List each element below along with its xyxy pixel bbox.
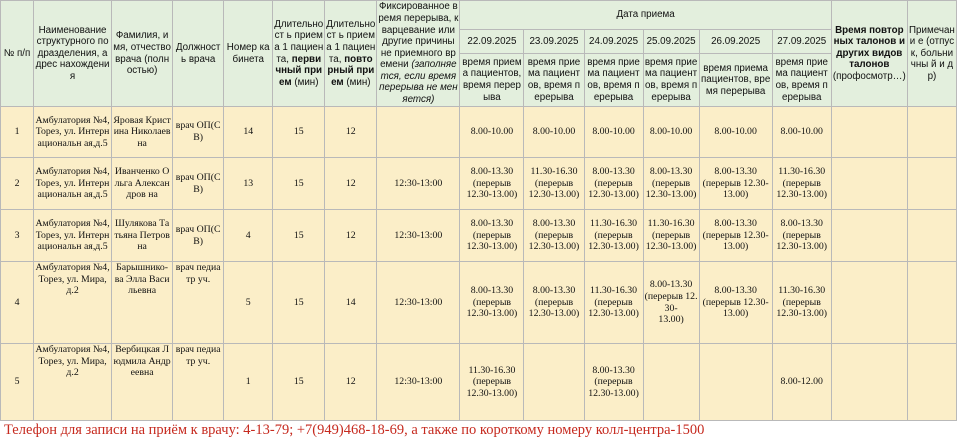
booking-phone-footer: Телефон для записи на приём к врачу: 4-13-79; +7(949)468-18-69, а также по короткому номеру колл-центра-1500	[4, 422, 705, 438]
row-day-2[interactable]: 11.30-16.30 (перерыв 12.30-13.00)	[524, 158, 584, 210]
row-day-5[interactable]: 8.00-13.30 (перерыв 12.30- 13.00)	[699, 262, 772, 344]
row-notes[interactable]	[907, 107, 956, 158]
row-num[interactable]: 4	[1, 262, 34, 344]
header-repeat-visit[interactable]: Длительност ь приема 1 пациента, повторный прием (мин)	[325, 1, 377, 107]
row-doctor-name[interactable]: Шулякова Татьяна Петровна	[112, 210, 173, 262]
row-doctor-name[interactable]: Яровая Кристина Николаевна	[112, 107, 173, 158]
row-day-6[interactable]: 11.30-16.30 (перерыв 12.30-13.00)	[772, 158, 831, 210]
row-day-5[interactable]: 8.00-10.00	[699, 107, 772, 158]
row-day-5[interactable]: 8.00-13.30 (перерыв 12.30- 13.00)	[699, 158, 772, 210]
row-room[interactable]: 4	[224, 210, 273, 262]
row-repeat-duration[interactable]: 12	[325, 107, 377, 158]
header-date-3[interactable]: 24.09.2025	[584, 30, 643, 54]
header-date-sub-6[interactable]: время приема пациентов, время перерыва	[772, 54, 831, 107]
row-notes[interactable]	[907, 262, 956, 344]
row-day-6[interactable]: 8.00-13.30 (перерыв 12.30-13.00)	[772, 210, 831, 262]
row-first-duration[interactable]: 15	[273, 262, 325, 344]
row-room[interactable]: 13	[224, 158, 273, 210]
table-row	[1, 262, 957, 344]
header-notes[interactable]: Примечани е (отпуск, больничны й и др)	[907, 1, 956, 107]
header-date-2[interactable]: 23.09.2025	[524, 30, 584, 54]
row-day-2[interactable]: 8.00-10.00	[524, 107, 584, 158]
row-repeat-duration[interactable]: 12	[325, 210, 377, 262]
header-date-sub-4[interactable]: время приема пациентов, время перерыва	[643, 54, 699, 107]
header-date-sub-2[interactable]: время приема пациентов, время перерыва	[524, 54, 584, 107]
row-day-5[interactable]: 8.00-13.30 (перерыв 12.30- 13.00)	[699, 210, 772, 262]
header-date-sub-1[interactable]: время приема пациентов, время перерыва	[460, 54, 524, 107]
row-day-3[interactable]: 8.00-10.00	[584, 107, 643, 158]
header-break-time[interactable]: Фиксированное время перерыва, кварцевание или другие причины не приемного времени (заполняется, если время перерыва не меняется)	[378, 1, 459, 106]
header-date-6[interactable]: 27.09.2025	[772, 30, 831, 54]
row-position[interactable]: врач педиатр уч.	[173, 262, 224, 344]
row-first-duration[interactable]: 15	[273, 210, 325, 262]
row-day-4[interactable]: 11.30-16.30 (перерыв 12.30-13.00)	[643, 210, 699, 262]
table-row	[1, 158, 957, 210]
row-doctor-name[interactable]: Иванченко Ольга Александров на	[112, 158, 173, 210]
row-day-1[interactable]: 8.00-13.30 (перерыв 12.30-13.00)	[460, 158, 524, 210]
row-day-6[interactable]: 11.30-16.30 (перерыв 12.30-13.00)	[772, 262, 831, 344]
row-doctor-name[interactable]: Вербицкая Людмила Андреевна	[112, 344, 173, 421]
row-unit[interactable]: Амбулатория №4, Торез, ул. Мира,д.2	[34, 262, 112, 344]
row-room[interactable]: 14	[224, 107, 273, 158]
row-first-duration[interactable]: 15	[273, 158, 325, 210]
row-room[interactable]: 5	[224, 262, 273, 344]
row-break[interactable]: 12:30-13:00	[377, 158, 460, 210]
row-day-1[interactable]: 8.00-10.00	[460, 107, 524, 158]
row-break[interactable]: 12:30-13:00	[377, 344, 460, 421]
header-date-sub-3[interactable]: время приема пациентов, время перерыва	[584, 54, 643, 107]
row-break[interactable]: 12:30-13:00	[377, 262, 460, 344]
row-day-4[interactable]	[643, 344, 699, 421]
row-position[interactable]: врач ОП(СВ)	[173, 107, 224, 158]
header-date-1[interactable]: 22.09.2025	[460, 30, 524, 54]
header-doctor-name[interactable]: Фамилия, имя, отчество врача (полностью)	[112, 1, 173, 107]
row-day-3[interactable]: 11.30-16.30 (перерыв 12.30-13.00)	[584, 262, 643, 344]
table-row	[1, 107, 957, 158]
row-day-4[interactable]: 8.00-13.30 (перерыв 12.30-13.00)	[643, 158, 699, 210]
header-unit[interactable]: Наименование структурного подразделения, адрес нахождения	[34, 1, 112, 107]
row-position[interactable]: врач педиатр уч.	[173, 344, 224, 421]
row-day-2[interactable]: 8.00-13.30 (перерыв 12.30-13.00)	[524, 262, 584, 344]
header-dates-title[interactable]: Дата приема	[460, 1, 831, 30]
header-row-1	[1, 1, 957, 30]
row-day-2[interactable]: 8.00-13.30 (перерыв 12.30-13.00)	[524, 210, 584, 262]
row-unit[interactable]: Амбулатория №4, Торез, ул. Мира,д.2	[34, 344, 112, 421]
table-row	[1, 210, 957, 262]
row-extra[interactable]	[831, 158, 907, 210]
header-date-5[interactable]: 26.09.2025	[699, 30, 772, 54]
row-room[interactable]: 1	[224, 344, 273, 421]
header-room[interactable]: Номер кабинета	[224, 1, 273, 107]
row-day-4[interactable]: 8.00-13.30 (перерыв 12.30- 13.00)	[643, 262, 699, 344]
row-extra[interactable]	[831, 262, 907, 344]
row-day-3[interactable]: 11.30-16.30 (перерыв 12.30-13.00)	[584, 210, 643, 262]
header-date-sub-5[interactable]: время приема пациентов, время перерыва	[699, 54, 772, 107]
row-day-3[interactable]: 8.00-13.30 (перерыв 12.30-13.00)	[584, 158, 643, 210]
row-repeat-duration[interactable]: 12	[325, 344, 377, 421]
row-day-6[interactable]: 8.00-10.00	[772, 107, 831, 158]
row-day-1[interactable]: 11.30-16.30 (перерыв 12.30-13.00)	[460, 344, 524, 421]
row-num[interactable]: 1	[1, 107, 34, 158]
row-notes[interactable]	[907, 210, 956, 262]
row-day-1[interactable]: 8.00-13.30 (перерыв 12.30-13.00)	[460, 210, 524, 262]
row-position[interactable]: врач ОП(СВ)	[173, 210, 224, 262]
table-row	[1, 344, 957, 421]
row-extra[interactable]	[831, 210, 907, 262]
row-break[interactable]: 12:30-13:00	[377, 210, 460, 262]
row-first-duration[interactable]: 15	[273, 344, 325, 421]
row-first-duration[interactable]: 15	[273, 107, 325, 158]
header-date-4[interactable]: 25.09.2025	[643, 30, 699, 54]
row-unit[interactable]: Амбулатория №4, Торез, ул. Интернациональн ая,д.5	[34, 158, 112, 210]
row-notes[interactable]	[907, 344, 956, 421]
row-day-5[interactable]	[699, 344, 772, 421]
header-first-visit[interactable]: Длительност ь приема 1 пациента, первичный прием (мин)	[273, 1, 325, 107]
row-num[interactable]: 3	[1, 210, 34, 262]
row-day-3[interactable]: 8.00-13.30 (перерыв 12.30-13.00)	[584, 344, 643, 421]
row-extra[interactable]	[831, 107, 907, 158]
row-unit[interactable]: Амбулатория №4, Торез, ул. Интернациональн ая,д.5	[34, 107, 112, 158]
row-day-1[interactable]: 8.00-13.30 (перерыв 12.30-13.00)	[460, 262, 524, 344]
row-doctor-name[interactable]: Барышнико- ва Элла Васильевна	[112, 262, 173, 344]
row-unit[interactable]: Амбулатория №4, Торез, ул. Интернациональн ая,д.5	[34, 210, 112, 262]
row-day-4[interactable]: 8.00-10.00	[643, 107, 699, 158]
row-num[interactable]: 5	[1, 344, 34, 421]
header-extra-tickets[interactable]: Время повторных талонов и других видов талонов (профосмотр…)	[831, 1, 907, 107]
row-day-6[interactable]: 8.00-12.00	[772, 344, 831, 421]
header-position[interactable]: Должность врача	[173, 1, 224, 107]
header-num[interactable]: № п/п	[1, 1, 34, 107]
row-notes[interactable]	[907, 158, 956, 210]
row-repeat-duration[interactable]: 12	[325, 158, 377, 210]
row-repeat-duration[interactable]: 14	[325, 262, 377, 344]
row-extra[interactable]	[831, 344, 907, 421]
row-break[interactable]	[377, 107, 460, 158]
row-position[interactable]: врач ОП(СВ)	[173, 158, 224, 210]
row-num[interactable]: 2	[1, 158, 34, 210]
row-day-2[interactable]	[524, 344, 584, 421]
